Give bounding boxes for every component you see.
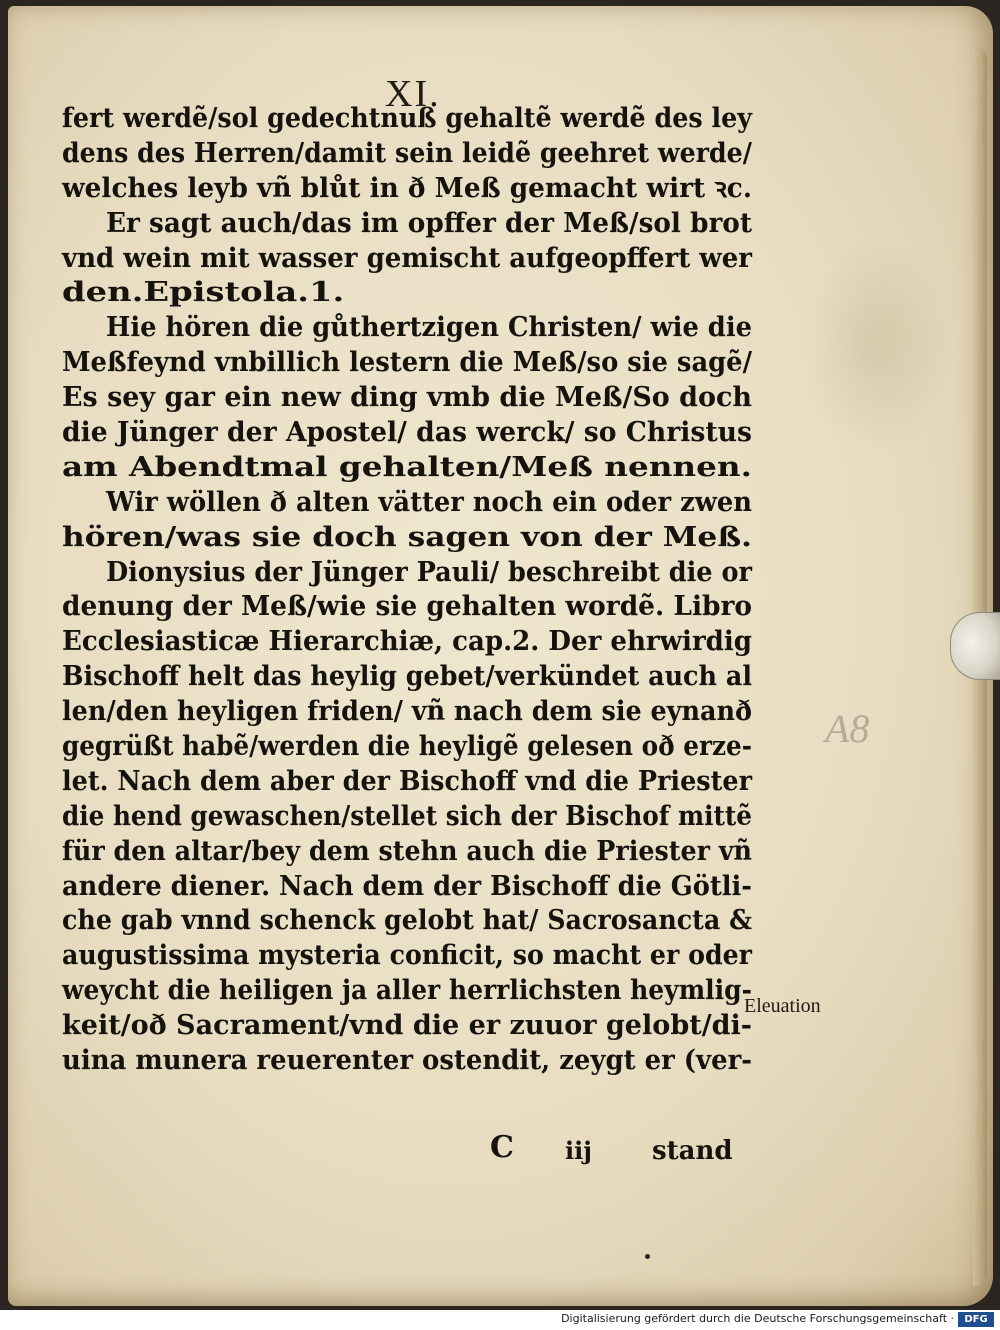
text-line: am Abendtmal gehalten/Meß nennen. [62,451,752,483]
text-line: weycht die heiligen ja aller herrlichsten heymlig- [62,975,752,1007]
text-line: Wir wöllen ð alten vätter noch ein oder zwen [106,486,752,518]
text-block [62,102,752,1079]
text-line: len/den heyligen friden/ vñ nach dem sie eynanð [62,696,752,728]
text-line: keit/oð Sacrament/vnd die er zuuor gelobt/di- [62,1010,753,1042]
text-line: gegrüßt habẽ/werden die heyligẽ gelesen oð erze- [62,731,752,763]
pencil-annotation: A8 [825,706,870,751]
paper-stain [803,236,953,456]
margin-note: Eleuation [744,995,821,1017]
page-clip [950,612,1000,680]
text-line: Hie hören die gůthertzigen Christen/ wie die [106,312,752,344]
catchword: stand [652,1136,733,1166]
folio-number: XI. [385,73,441,115]
text-line: let. Nach dem aber der Bischoff vnd die Priester [62,765,752,797]
signature-mark: C [490,1130,514,1165]
funding-credit: Digitalisierung gefördert durch die Deutsche Forschungsgemeinschaft · [561,1312,954,1325]
text-line: augustissima mysteria conficit, so macht er oder [62,940,752,972]
text-line: Meßfeynd vnbillich lestern die Meß/so sie sagẽ/ [62,347,752,379]
text-line: dens des Herren/damit sein leidẽ geehret werde/ [62,137,752,169]
text-line: che gab vnnd schenck gelobt hat/ Sacrosancta & [62,905,752,937]
text-line: die hend gewaschen/stellet sich der Bischof mittẽ [62,800,752,832]
text-line: andere diener. Nach dem der Bischoff die Götli- [62,870,752,902]
text-line: Er sagt auch/das im opffer der Meß/sol brot [106,207,752,239]
text-line: denung der Meß/wie sie gehalten wordẽ. Libro [62,591,752,623]
text-line: für den altar/bey dem stehn auch die Priester vñ [62,835,752,867]
text-line: Es sey gar ein new ding vmb die Meß/So doch [62,382,752,414]
text-line: Ecclesiasticæ Hierarchiæ, cap.2. Der ehrwirdig [62,626,752,658]
text-line: Dionysius der Jünger Pauli/ beschreibt die or [106,556,752,588]
text-line: hören/was sie doch sagen von der Meß. [62,521,752,553]
text-line: welches leyb vñ blůt in ð Meß gemacht wirt ꝛc. [62,172,752,204]
text-line: uina munera reuerenter ostendit, zeygt er (ver- [62,1045,752,1077]
text-line: den.Epistola.1. [62,277,345,309]
text-line: Bischoff helt das heylig gebet/verkündet auch al [62,661,752,693]
dfg-logo: DFG [958,1312,994,1327]
text-line: vnd wein mit wasser gemischt aufgeopffert wer [62,242,752,274]
text-line: fert werdẽ/sol gedechtnuß gehaltẽ werdẽ des ley [62,103,752,134]
text-line: die Jünger der Apostel/ das werck/ so Christus [62,417,752,449]
ink-dot [645,1254,650,1259]
signature-number: iij [565,1136,592,1165]
